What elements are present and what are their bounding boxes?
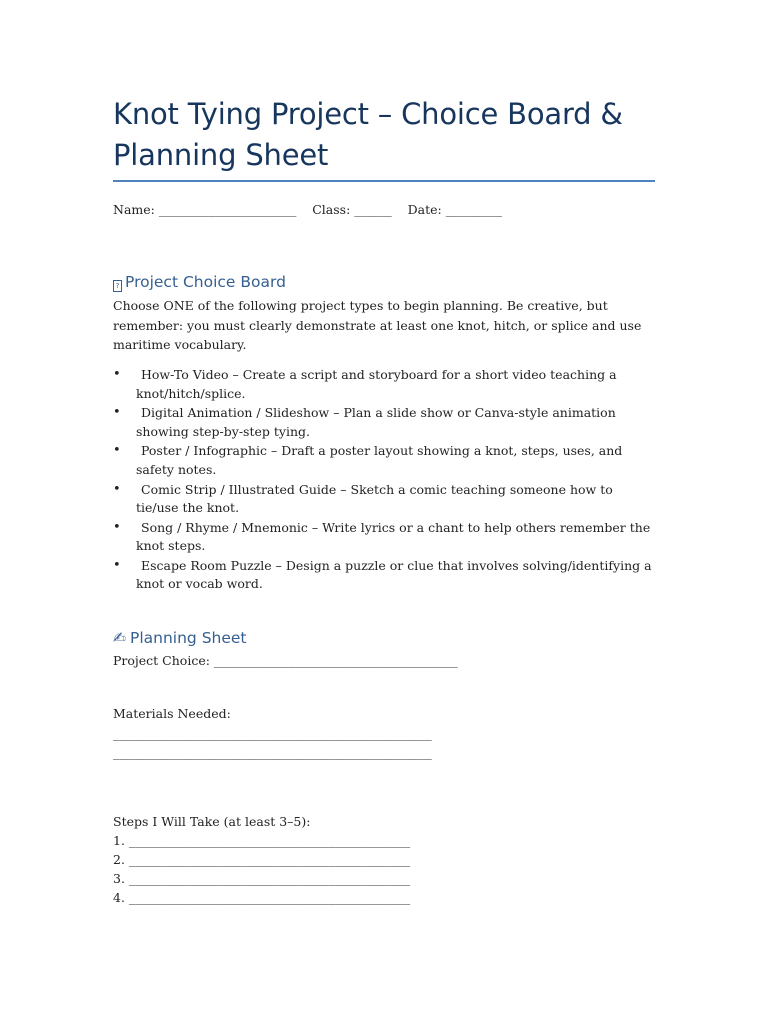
list-item-text: How-To Video – Create a script and storyboard for a short video teaching a knot/hitch/splice. — [136, 367, 617, 401]
list-item-text: Escape Room Puzzle – Design a puzzle or clue that involves solving/identifying a knot or vocab word. — [136, 557, 652, 592]
list-item — [113, 366, 658, 403]
bullet-icon: • — [113, 443, 121, 459]
step-blank-line: 1. _____________________________________________ — [113, 833, 411, 848]
choice-board-heading — [113, 272, 286, 292]
list-item-text: Comic Strip / Illustrated Guide – Sketch a comic teaching someone how to tie/use the knot. — [136, 481, 613, 516]
step-blank-line: 4. _____________________________________________ — [113, 890, 411, 905]
choice-board-intro: Choose ONE of the following project types to begin planning. Be creative, but remember: you must clearly demonstrate at least one knot, hitch, or splice and use maritime vocabulary. — [113, 298, 642, 352]
bullet-icon: • — [113, 367, 121, 382]
materials-needed-label: Materials Needed: — [113, 706, 231, 721]
bullet-icon: • — [113, 405, 121, 421]
name-class-date-line: Name: ______________________ Class: ______ Date: _________ — [113, 202, 502, 217]
materials-blank-line: ___________________________________________________ — [113, 726, 432, 741]
project-choice-field: Project Choice: _______________________________________ — [113, 653, 458, 668]
page-title: Knot Tying Project – Choice Board & Planning Sheet — [113, 97, 623, 172]
list-item-text: Digital Animation / Slideshow – Plan a slide show or Canva-style animation showing step-by-step tying. — [136, 405, 616, 439]
planning-sheet-heading — [113, 628, 247, 648]
missing-glyph-box-icon: ? — [113, 280, 122, 292]
list-item-text: Song / Rhyme / Mnemonic – Write lyrics or a chant to help others remember the knot steps. — [136, 519, 651, 554]
step-blank-line: 3. _____________________________________________ — [113, 871, 411, 886]
list-item-text: Poster / Infographic – Draft a poster layout showing a knot, steps, uses, and safety notes. — [136, 443, 623, 477]
choice-board-heading-text: Project Choice Board — [125, 273, 286, 291]
list-item — [113, 557, 658, 594]
steps-label: Steps I Will Take (at least 3–5): — [113, 814, 311, 829]
list-item — [113, 404, 658, 441]
list-item — [113, 519, 658, 556]
list-item — [113, 481, 658, 518]
step-blank-line: 2. _____________________________________________ — [113, 852, 411, 867]
writing-hand-icon: ✍ — [113, 629, 126, 647]
bullet-icon: • — [113, 519, 121, 535]
planning-sheet-heading-text: Planning Sheet — [130, 629, 247, 647]
project-type-list — [113, 366, 658, 595]
bullet-icon: • — [113, 557, 121, 573]
list-item — [113, 442, 658, 479]
materials-blank-line: ___________________________________________________ — [113, 745, 432, 760]
title-underline-divider — [113, 180, 655, 182]
bullet-icon: • — [113, 481, 121, 497]
